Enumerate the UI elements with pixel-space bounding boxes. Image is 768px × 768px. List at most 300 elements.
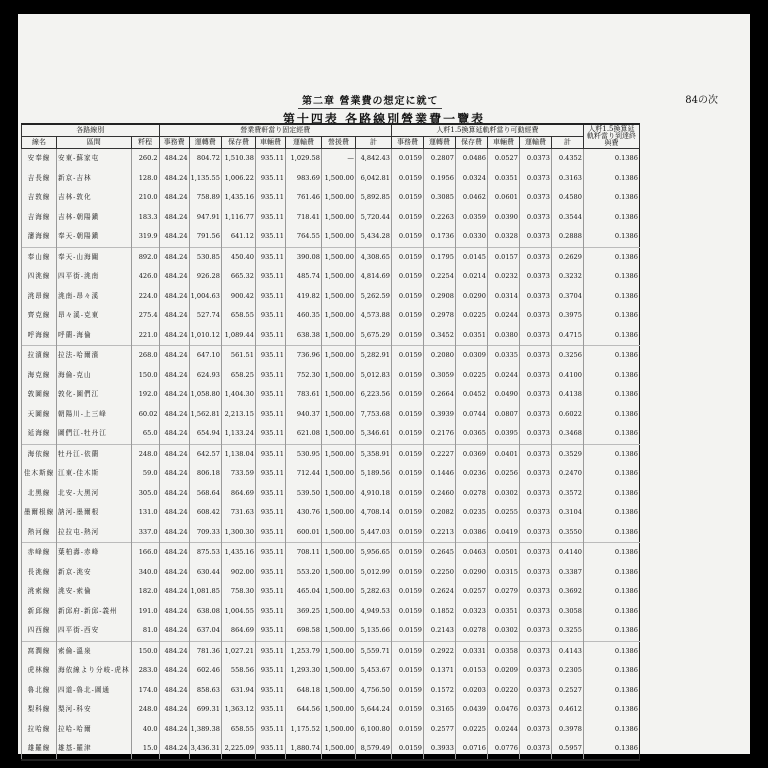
cell-value: 1,510.38 — [221, 149, 255, 169]
cell-value: 0.1386 — [583, 464, 639, 484]
cell-value: 0.0373 — [519, 563, 551, 583]
cell-value: 1,500.00 — [321, 563, 355, 583]
cell-value: 935.11 — [255, 681, 285, 701]
cell-value: 0.1386 — [583, 720, 639, 740]
cell-value: 0.1386 — [583, 700, 639, 720]
cell-line-name: 拉哈線 — [22, 720, 57, 740]
group-header-fixed: 營業費軒當り固定經費 — [159, 124, 391, 137]
cell-section: 新邱府-新邱-義州 — [57, 602, 132, 622]
cell-value: 369.25 — [285, 602, 321, 622]
cell-value: 0.3255 — [551, 621, 583, 641]
cell-value: 935.11 — [255, 444, 285, 464]
cell-value: 5,012.83 — [355, 366, 391, 386]
table-row — [22, 188, 640, 208]
cell-line-name: 洮索線 — [22, 582, 57, 602]
cell-value: 430.76 — [285, 503, 321, 523]
cell-value: 1,500.00 — [321, 523, 355, 543]
col-fixed-4: 運輸費 — [285, 137, 321, 149]
cell-value: 0.1386 — [583, 503, 639, 523]
cell-value: 0.0244 — [487, 366, 519, 386]
cell-value: 2,225.09 — [221, 739, 255, 760]
cell-value: 658.25 — [221, 366, 255, 386]
cell-value: 0.1386 — [583, 208, 639, 228]
cell-value: 1,880.74 — [285, 739, 321, 760]
cell-value: 0.0159 — [391, 444, 423, 464]
cell-value: 804.72 — [189, 149, 221, 169]
cell-value: 485.74 — [285, 267, 321, 287]
group-header-last: 人粁1.5換算延軌粁當り到達終與費 — [583, 124, 639, 149]
cell-value: 465.04 — [285, 582, 321, 602]
cell-value: 1,089.44 — [221, 326, 255, 346]
cell-value: 0.0159 — [391, 227, 423, 247]
col-fixed-2: 保存費 — [221, 137, 255, 149]
cell-value: 268.0 — [131, 346, 159, 366]
cell-value: 0.0462 — [455, 188, 487, 208]
table-row — [22, 661, 640, 681]
cell-value: 5,447.03 — [355, 523, 391, 543]
cell-value: 0.0373 — [519, 306, 551, 326]
cell-value: 630.44 — [189, 563, 221, 583]
cell-value: 553.20 — [285, 563, 321, 583]
cell-value: 1,500.00 — [321, 503, 355, 523]
cell-value: 708.11 — [285, 543, 321, 563]
cell-value: 0.1386 — [583, 523, 639, 543]
cell-value: 0.0290 — [455, 287, 487, 307]
cell-value: 0.3163 — [551, 169, 583, 189]
cell-value: 5,675.29 — [355, 326, 391, 346]
cell-value: 0.0236 — [455, 464, 487, 484]
cell-value: 0.1386 — [583, 188, 639, 208]
cell-value: 248.0 — [131, 444, 159, 464]
cell-line-name: 敦圖線 — [22, 385, 57, 405]
col-fixed-1: 運轉費 — [189, 137, 221, 149]
cell-value: 5,012.99 — [355, 563, 391, 583]
cell-value: 0.0373 — [519, 346, 551, 366]
cell-value: 935.11 — [255, 621, 285, 641]
cell-value: 0.0159 — [391, 523, 423, 543]
cell-value: 0.0159 — [391, 247, 423, 267]
cell-value: 0.0159 — [391, 149, 423, 169]
cell-value: 0.0419 — [487, 523, 519, 543]
cell-value: 0.0324 — [455, 169, 487, 189]
cell-value: 1,389.38 — [189, 720, 221, 740]
cell-value: 484.24 — [159, 602, 189, 622]
table-row — [22, 602, 640, 622]
cell-value: 935.11 — [255, 641, 285, 661]
cell-value: 2,213.15 — [221, 405, 255, 425]
cell-value: 561.51 — [221, 346, 255, 366]
cell-value: 0.0235 — [455, 503, 487, 523]
cell-value: 0.0159 — [391, 326, 423, 346]
cell-value: 947.91 — [189, 208, 221, 228]
cell-value: 654.94 — [189, 424, 221, 444]
cell-value: 0.0373 — [519, 227, 551, 247]
cell-value: 624.93 — [189, 366, 221, 386]
col-var-5: 計 — [551, 137, 583, 149]
cell-value: 484.24 — [159, 661, 189, 681]
cell-value: 935.11 — [255, 188, 285, 208]
cell-value: 0.1386 — [583, 621, 639, 641]
cell-value: 1,500.00 — [321, 188, 355, 208]
cell-value: 0.0358 — [487, 641, 519, 661]
cell-value: 0.4100 — [551, 366, 583, 386]
cell-value: 65.0 — [131, 424, 159, 444]
table-title: 第十四表 各路線別營業費一覽表 — [282, 112, 486, 126]
cell-section: 奉天-朝陽鎭 — [57, 227, 132, 247]
cell-value: 0.2807 — [423, 149, 455, 169]
cell-value: 0.1386 — [583, 405, 639, 425]
cell-value: 892.0 — [131, 247, 159, 267]
cell-value: 0.1386 — [583, 661, 639, 681]
cell-value: 983.69 — [285, 169, 321, 189]
cell-section: 拉拉屯-熱河 — [57, 523, 132, 543]
cell-line-name: 吉敦線 — [22, 188, 57, 208]
col-var-4: 運輸費 — [519, 137, 551, 149]
cell-value: 484.24 — [159, 326, 189, 346]
table-row — [22, 385, 640, 405]
cell-value: 0.3059 — [423, 366, 455, 386]
cell-value: 0.0159 — [391, 188, 423, 208]
cell-value: 1,058.80 — [189, 385, 221, 405]
cell-value: 0.3104 — [551, 503, 583, 523]
cell-value: 0.3256 — [551, 346, 583, 366]
cell-value: 0.0351 — [487, 602, 519, 622]
cell-value: 0.3529 — [551, 444, 583, 464]
cell-value: 183.3 — [131, 208, 159, 228]
cell-value: 0.1386 — [583, 484, 639, 504]
cell-value: 1,500.00 — [321, 739, 355, 760]
cell-section: 敦化-圖們江 — [57, 385, 132, 405]
cell-value: 484.24 — [159, 346, 189, 366]
cell-line-name: 梨科線 — [22, 700, 57, 720]
cell-value: 6,223.56 — [355, 385, 391, 405]
cell-value: 0.1386 — [583, 681, 639, 701]
table-row — [22, 464, 640, 484]
cell-value: 0.0159 — [391, 464, 423, 484]
cell-value: 0.0463 — [455, 543, 487, 563]
cell-value: 0.0159 — [391, 661, 423, 681]
cell-value: 0.0380 — [487, 326, 519, 346]
cell-section: 呼蘭-海倫 — [57, 326, 132, 346]
table-row — [22, 346, 640, 366]
cell-value: 5,346.61 — [355, 424, 391, 444]
cell-value: 0.0256 — [487, 464, 519, 484]
cell-value: 1,500.00 — [321, 385, 355, 405]
cell-value: 0.2080 — [423, 346, 455, 366]
cell-value: 0.0159 — [391, 563, 423, 583]
cell-value: 0.1386 — [583, 287, 639, 307]
cell-value: 0.0159 — [391, 602, 423, 622]
cell-value: 1,500.00 — [321, 366, 355, 386]
cell-value: 1,500.00 — [321, 444, 355, 464]
cell-line-name: 海依線 — [22, 444, 57, 464]
cell-value: 0.0351 — [487, 169, 519, 189]
col-fixed-6: 計 — [355, 137, 391, 149]
cell-value: 15.0 — [131, 739, 159, 760]
cell-value: 638.08 — [189, 602, 221, 622]
cell-value: 283.0 — [131, 661, 159, 681]
cell-value: 5,644.24 — [355, 700, 391, 720]
cell-value: 709.33 — [189, 523, 221, 543]
cell-value: 0.1386 — [583, 149, 639, 169]
cell-value: 1,500.00 — [321, 306, 355, 326]
cell-value: 0.0153 — [455, 661, 487, 681]
cell-value: 0.0203 — [455, 681, 487, 701]
cell-value: 0.0330 — [455, 227, 487, 247]
cell-value: 0.0159 — [391, 700, 423, 720]
cell-value: 484.24 — [159, 700, 189, 720]
cell-value: 718.41 — [285, 208, 321, 228]
cell-value: 0.3452 — [423, 326, 455, 346]
cell-value: 642.57 — [189, 444, 221, 464]
cell-value: 1,293.30 — [285, 661, 321, 681]
cell-line-name: 赤峰線 — [22, 543, 57, 563]
cell-value: 935.11 — [255, 326, 285, 346]
cell-value: 0.0314 — [487, 287, 519, 307]
cell-value: 935.11 — [255, 563, 285, 583]
cell-value: 0.0255 — [487, 503, 519, 523]
cell-value: 0.0373 — [519, 681, 551, 701]
cell-value: 0.0159 — [391, 681, 423, 701]
cell-value: 935.11 — [255, 464, 285, 484]
cell-value: 1,500.00 — [321, 661, 355, 681]
cell-value: 1,138.04 — [221, 444, 255, 464]
cell-section: 四道-魯北-圖通 — [57, 681, 132, 701]
cell-section: 洮南-昂々溪 — [57, 287, 132, 307]
cell-value: 460.35 — [285, 306, 321, 326]
cell-line-name: 熱河線 — [22, 523, 57, 543]
cell-value: 484.24 — [159, 444, 189, 464]
cell-value: 0.0159 — [391, 484, 423, 504]
cell-value: 484.24 — [159, 563, 189, 583]
cell-value: 0.1386 — [583, 385, 639, 405]
cell-value: 1,363.12 — [221, 700, 255, 720]
cell-value: 621.08 — [285, 424, 321, 444]
cell-section: 四平街-洮南 — [57, 267, 132, 287]
cell-section: 吉林-敦化 — [57, 188, 132, 208]
cell-value: 4,308.65 — [355, 247, 391, 267]
cell-value: 0.4138 — [551, 385, 583, 405]
cell-value: 0.0373 — [519, 464, 551, 484]
cell-value: 0.0490 — [487, 385, 519, 405]
cell-value: 0.0232 — [487, 267, 519, 287]
cell-value: 935.11 — [255, 700, 285, 720]
table-row — [22, 739, 640, 760]
table-row — [22, 149, 640, 169]
cell-value: 484.24 — [159, 681, 189, 701]
cell-value: 783.61 — [285, 385, 321, 405]
table-row — [22, 247, 640, 267]
cell-value: 0.2305 — [551, 661, 583, 681]
cell-value: 1,029.58 — [285, 149, 321, 169]
cell-value: 0.0225 — [455, 720, 487, 740]
cell-value: 558.56 — [221, 661, 255, 681]
cell-value: 182.0 — [131, 582, 159, 602]
cell-value: 0.2624 — [423, 582, 455, 602]
cell-value: 0.0159 — [391, 287, 423, 307]
cell-value: 0.0373 — [519, 247, 551, 267]
cell-value: 0.0159 — [391, 720, 423, 740]
cell-line-name: 吉海線 — [22, 208, 57, 228]
cell-value: 631.94 — [221, 681, 255, 701]
cell-value: 900.42 — [221, 287, 255, 307]
cell-section: 牡丹江-依蘭 — [57, 444, 132, 464]
cell-line-name: 安奉線 — [22, 149, 57, 169]
cell-value: 0.0225 — [455, 366, 487, 386]
cell-section: 葉柏壽-赤峰 — [57, 543, 132, 563]
cell-value: 1,435.16 — [221, 188, 255, 208]
cell-value: 484.24 — [159, 484, 189, 504]
cell-value: 935.11 — [255, 169, 285, 189]
cell-value: 0.0452 — [455, 385, 487, 405]
cell-value: 1,004.55 — [221, 602, 255, 622]
cell-value: 731.63 — [221, 503, 255, 523]
cell-value: 1,500.00 — [321, 700, 355, 720]
table-row — [22, 621, 640, 641]
cell-value: 1,116.77 — [221, 208, 255, 228]
cell-value: 1,500.00 — [321, 464, 355, 484]
cell-value: 221.0 — [131, 326, 159, 346]
cell-value: 1,175.52 — [285, 720, 321, 740]
cell-value: 6,100.80 — [355, 720, 391, 740]
cell-value: 210.0 — [131, 188, 159, 208]
cell-value: 608.42 — [189, 503, 221, 523]
cell-value: 0.1572 — [423, 681, 455, 701]
cell-value: 0.0373 — [519, 602, 551, 622]
cell-value: 935.11 — [255, 503, 285, 523]
cell-value: 5,189.56 — [355, 464, 391, 484]
table-row — [22, 424, 640, 444]
cell-value: 0.1386 — [583, 227, 639, 247]
cell-value: 600.01 — [285, 523, 321, 543]
cell-value: 0.2577 — [423, 720, 455, 740]
cell-line-name: 窩潤線 — [22, 641, 57, 661]
cell-value: 602.46 — [189, 661, 221, 681]
cell-value: 0.0373 — [519, 326, 551, 346]
cell-value: 60.02 — [131, 405, 159, 425]
cell-value: 484.24 — [159, 306, 189, 326]
cell-value: 1,133.24 — [221, 424, 255, 444]
cell-line-name: 雄羅線 — [22, 739, 57, 760]
cell-value: 935.11 — [255, 602, 285, 622]
cell-value: 752.30 — [285, 366, 321, 386]
cell-value: 0.0279 — [487, 582, 519, 602]
cell-value: 764.55 — [285, 227, 321, 247]
cell-value: 275.4 — [131, 306, 159, 326]
cell-value: 0.1736 — [423, 227, 455, 247]
cell-value: 0.0331 — [455, 641, 487, 661]
cell-value: 0.1386 — [583, 326, 639, 346]
cell-value: 0.5957 — [551, 739, 583, 760]
cell-value: 806.18 — [189, 464, 221, 484]
cell-section: 北安-大黑河 — [57, 484, 132, 504]
cell-value: 0.0302 — [487, 484, 519, 504]
cell-value: 1,500.00 — [321, 720, 355, 740]
cell-value: 935.11 — [255, 739, 285, 760]
cell-value: 0.0386 — [455, 523, 487, 543]
cell-value: 131.0 — [131, 503, 159, 523]
cell-value: 698.58 — [285, 621, 321, 641]
cell-value: 0.1446 — [423, 464, 455, 484]
cell-value: 0.1386 — [583, 267, 639, 287]
cell-value: 0.0351 — [455, 326, 487, 346]
cell-value: 0.1371 — [423, 661, 455, 681]
cell-value: 0.0373 — [519, 543, 551, 563]
cell-value: 484.24 — [159, 208, 189, 228]
cell-value: 0.0328 — [487, 227, 519, 247]
cell-value: 758.30 — [221, 582, 255, 602]
cell-value: 0.2908 — [423, 287, 455, 307]
table-row — [22, 227, 640, 247]
cell-value: 1,500.00 — [321, 484, 355, 504]
cell-value: 0.0157 — [487, 247, 519, 267]
cell-value: 0.1386 — [583, 424, 639, 444]
cell-value: 0.1386 — [583, 346, 639, 366]
cell-value: 0.0359 — [455, 208, 487, 228]
cell-value: 484.24 — [159, 149, 189, 169]
cell-value: 781.36 — [189, 641, 221, 661]
cell-value: 0.0716 — [455, 739, 487, 760]
cell-value: 935.11 — [255, 582, 285, 602]
cell-value: 0.0373 — [519, 621, 551, 641]
cell-value: 0.0244 — [487, 306, 519, 326]
table-row — [22, 681, 640, 701]
col-fixed-5: 營援費 — [321, 137, 355, 149]
table-row — [22, 169, 640, 189]
cell-value: 0.2645 — [423, 543, 455, 563]
cell-value: 1,500.00 — [321, 582, 355, 602]
cell-value: 5,358.91 — [355, 444, 391, 464]
cell-value: 935.11 — [255, 287, 285, 307]
cell-value: 40.0 — [131, 720, 159, 740]
cell-value: 0.0335 — [487, 346, 519, 366]
cell-value: 59.0 — [131, 464, 159, 484]
cell-value: 0.3704 — [551, 287, 583, 307]
cell-value: 484.24 — [159, 503, 189, 523]
cell-value: 0.1852 — [423, 602, 455, 622]
cell-value: 0.0159 — [391, 366, 423, 386]
cell-value: 0.0159 — [391, 346, 423, 366]
cell-value: 0.0373 — [519, 739, 551, 760]
cell-value: 935.11 — [255, 149, 285, 169]
table-row — [22, 405, 640, 425]
cell-value: 0.3165 — [423, 700, 455, 720]
cell-value: 0.0807 — [487, 405, 519, 425]
cell-value: 191.0 — [131, 602, 159, 622]
cell-value: 0.0776 — [487, 739, 519, 760]
cell-line-name: 虎林線 — [22, 661, 57, 681]
cell-value: 1,081.85 — [189, 582, 221, 602]
cell-value: 0.0309 — [455, 346, 487, 366]
cell-value: 935.11 — [255, 720, 285, 740]
cell-value: 0.1386 — [583, 739, 639, 760]
cell-line-name: 延海線 — [22, 424, 57, 444]
cell-section: 拉法-哈爾濱 — [57, 346, 132, 366]
cell-value: 0.0220 — [487, 681, 519, 701]
cell-section: 四平街-西安 — [57, 621, 132, 641]
cell-value: 940.37 — [285, 405, 321, 425]
cell-value: 0.0159 — [391, 208, 423, 228]
cell-value: 0.1386 — [583, 543, 639, 563]
cell-value: 0.0373 — [519, 661, 551, 681]
cell-value: 484.24 — [159, 247, 189, 267]
cell-value: 0.2227 — [423, 444, 455, 464]
cell-value: 733.59 — [221, 464, 255, 484]
cell-value: 530.85 — [189, 247, 221, 267]
cell-value: 0.0373 — [519, 385, 551, 405]
cell-value: 1,500.00 — [321, 267, 355, 287]
cell-value: 426.0 — [131, 267, 159, 287]
